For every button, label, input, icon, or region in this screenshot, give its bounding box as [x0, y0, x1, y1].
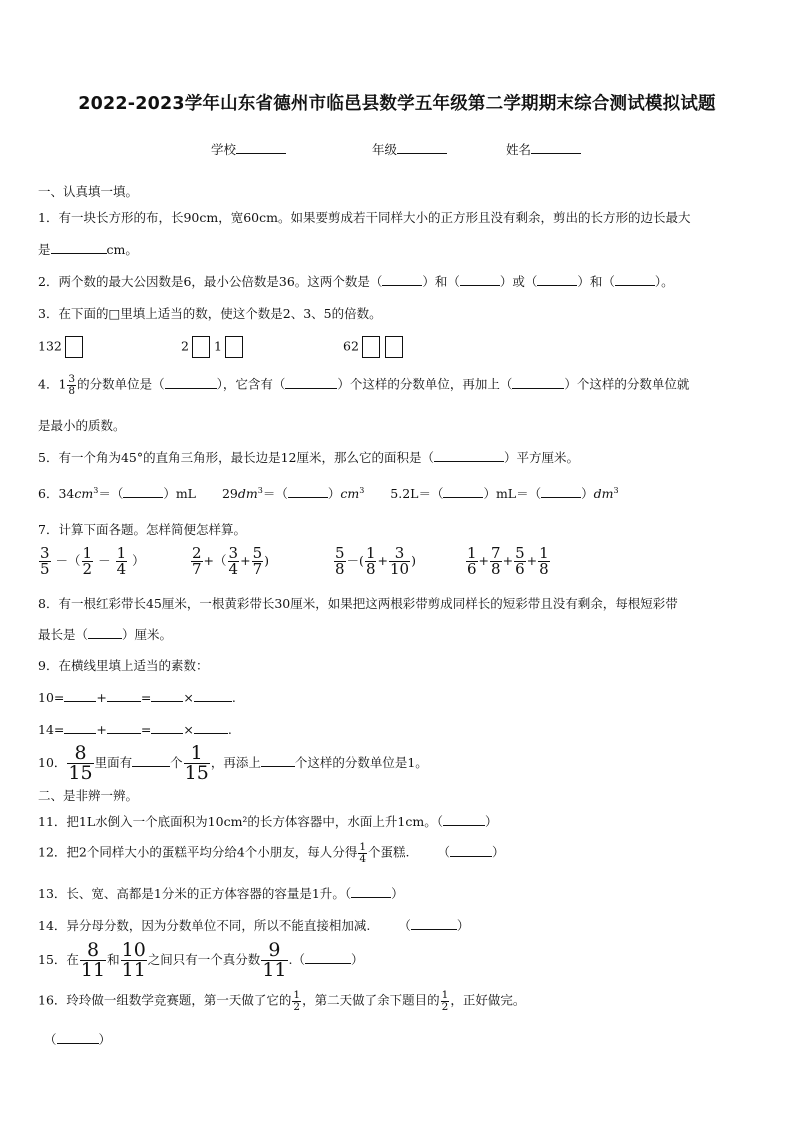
frac-num: 5: [252, 544, 263, 562]
q4-prefix: 4．1: [38, 376, 67, 392]
frac-den: 4: [228, 560, 239, 578]
q7-e2-op: +（: [203, 553, 227, 568]
q8-line1: 8．有一根红彩带长45厘米，一根黄彩带长30厘米，如果把这两根彩带剪成同样长的短彩带且没有剩余，每根短彩带: [38, 596, 678, 611]
q11-end: ）: [485, 814, 498, 829]
frac-den: 7: [192, 560, 202, 578]
q8-text-a: 最长是（: [38, 627, 89, 642]
q7-e2-end: ): [264, 553, 269, 568]
q1-line2: [38, 240, 138, 258]
q4-t1: 的分数单位是（: [77, 376, 165, 392]
frac-num: 9: [261, 941, 287, 961]
q3-text: 3．在下面的□里填上适当的数，使这个数是2、3、5的倍数。: [38, 306, 382, 321]
q6-sup-4: 3: [613, 485, 619, 495]
name-field: [506, 140, 581, 158]
q7-e4-op: +: [478, 553, 490, 568]
q12: [38, 842, 505, 864]
q7-e1-op: －（: [55, 553, 81, 568]
frac-den: 6: [467, 560, 477, 578]
q7-e4-frac-b: [490, 546, 502, 577]
frac-den: 11: [121, 959, 146, 981]
q4-blank-1[interactable]: [165, 375, 217, 389]
q6-close-2: ）: [581, 486, 594, 501]
q9-r1-blank-3[interactable]: [151, 688, 183, 702]
q2-text: 2．两个数的最大公因数是6，最小公倍数是36。这两个数是（: [38, 274, 383, 289]
q10-fraction-1: [67, 744, 93, 783]
q7-e3-op: －(: [346, 553, 364, 568]
q7-e3-frac-b: [365, 546, 377, 577]
frac-num: 1: [441, 989, 449, 1001]
q1-text-a: 是: [38, 242, 51, 257]
q6-blank-3[interactable]: [443, 484, 483, 498]
q2-sep-3: ）和（: [577, 274, 615, 289]
q2-sep-2: ）或（: [499, 274, 538, 289]
q3-item-2-b: 1: [213, 338, 222, 354]
q10-t3: ，再添上: [210, 755, 261, 770]
q9-dot: .: [231, 690, 236, 705]
q16-fraction-1: [292, 990, 301, 1012]
q9-eq-2: =: [140, 722, 152, 737]
q12-fraction: [358, 842, 367, 864]
q7-e4-frac-a: [466, 546, 478, 577]
q6-eq2: ＝（: [262, 486, 288, 501]
q6-close: ）: [327, 486, 341, 501]
q7-e4-op2: +: [502, 553, 514, 568]
q10-blank-1[interactable]: [132, 753, 170, 767]
q6-ml2: ）mL＝（: [483, 486, 542, 501]
q6-unit-dm: dm: [237, 486, 258, 501]
q10-fraction-2: [184, 744, 210, 783]
q14-blank[interactable]: [411, 916, 457, 930]
q7-text: 7．计算下面各题。怎样简便怎样算。: [38, 522, 246, 537]
q1-text-b: cm。: [106, 242, 138, 257]
q3-box-1[interactable]: [65, 336, 83, 358]
name-blank[interactable]: [531, 140, 581, 154]
q7-e1-frac-a: [39, 546, 51, 577]
q3-item-3: [343, 336, 403, 358]
q5-end: ）平方厘米。: [504, 450, 580, 465]
q10-t2: 个: [170, 755, 183, 770]
frac-num: 7: [491, 544, 501, 562]
q16-fraction-2: [441, 990, 450, 1012]
q6-eq1: ＝（: [98, 486, 124, 501]
q13-end: ）: [391, 886, 404, 901]
q15-t1: 和: [107, 952, 120, 967]
q15-blank[interactable]: [305, 950, 351, 964]
q3-item-2: [181, 336, 243, 358]
grade-blank[interactable]: [397, 140, 447, 154]
frac-den: 15: [184, 762, 209, 784]
frac-den: 2: [82, 560, 93, 578]
page-title: 2022-2023学年山东省德州市临邑县数学五年级第二学期期末综合测试模拟试题: [78, 94, 716, 114]
q9-times-2: ×: [183, 722, 194, 737]
q6-unit-dm-2: dm: [593, 486, 614, 501]
q11: [38, 812, 498, 830]
frac-num: 2: [192, 544, 202, 562]
q7-e2-frac-a: [191, 546, 203, 577]
frac-num: 8: [80, 941, 106, 961]
q9-plus-2: +: [96, 722, 107, 737]
q8-text-b: ）厘米。: [122, 627, 173, 642]
q2-blank-1[interactable]: [382, 272, 422, 286]
q3-box-4[interactable]: [362, 336, 380, 358]
q15-t3: .（: [288, 952, 305, 967]
frac-den: 2: [293, 1000, 301, 1013]
q7-e2-frac-b: [228, 546, 240, 577]
frac-num: 5: [335, 544, 345, 562]
frac-num: 1: [116, 544, 127, 562]
q15: [38, 941, 364, 980]
q4-blank-3[interactable]: [512, 375, 564, 389]
q2: [38, 272, 674, 290]
grade-field: [372, 140, 447, 158]
q9-row-2: [38, 720, 232, 737]
q4-frac-den: 8: [68, 384, 76, 397]
frac-den: 11: [80, 959, 106, 981]
q13-blank[interactable]: [351, 884, 391, 898]
q12-t2: 个蛋糕.: [368, 844, 410, 860]
q9-r2-blank-2[interactable]: [107, 720, 141, 734]
q9-dot-2: .: [227, 722, 232, 737]
q11-blank[interactable]: [443, 812, 485, 826]
q7-e1-frac-c: [116, 546, 128, 577]
frac-den: 8: [365, 560, 376, 578]
q9-plus: +: [96, 690, 107, 705]
q3-item-1: [38, 336, 83, 358]
q12-end: ）: [492, 844, 505, 860]
q4-t4: ）个这样的分数单位就: [564, 376, 690, 392]
q2-blank-4[interactable]: [615, 272, 655, 286]
frac-den: 5: [40, 560, 50, 578]
q14-open: （: [398, 918, 411, 933]
q6-unit-cm-2: cm: [340, 486, 360, 501]
frac-num: 1: [359, 841, 367, 853]
q9-text: 9．在横线里填上适当的素数：: [38, 658, 209, 673]
frac-num: 3: [389, 546, 410, 562]
q7-e4-frac-d: [538, 546, 550, 577]
q1-line1: 1．有一块长方形的布，长90cm，宽60cm。如果要剪成若干同样大小的正方形且没有剩余，剪出的长方形的边长最大: [38, 210, 691, 225]
q4-t2: ），它含有（: [216, 376, 286, 392]
q10-blank-2[interactable]: [261, 753, 295, 767]
q6-ml: ）mL: [163, 486, 196, 501]
q6-p3: 5.2L＝（: [390, 486, 444, 501]
section-2-heading: 二、是非辨一辨。: [38, 788, 139, 803]
q15-fraction-2: [121, 941, 147, 980]
q6: [38, 484, 619, 502]
q2-sep-1: ）和（: [422, 274, 460, 289]
q6-sup-3: 3: [359, 485, 365, 495]
q3-item-1-number: 132: [38, 338, 62, 354]
q14: [38, 916, 469, 934]
q9-r1-blank-1[interactable]: [64, 688, 96, 702]
frac-num: 3: [40, 544, 50, 562]
school-label: 学校: [211, 142, 237, 157]
q16-blank[interactable]: [57, 1030, 99, 1044]
q13: [38, 884, 404, 902]
q14-end: ）: [456, 918, 470, 933]
school-field: [211, 140, 286, 158]
q7-e3-frac-a: [334, 546, 346, 577]
q7-e1-end: ）: [132, 553, 145, 568]
section-1-heading: 一、认真填一填。: [38, 184, 139, 199]
q9-r2-blank-3[interactable]: [151, 720, 183, 734]
q3-item-3-number: 62: [343, 338, 359, 354]
frac-num: 5: [515, 544, 525, 562]
q16-end: ）: [98, 1032, 112, 1047]
q3-item-2-a: 2: [181, 338, 189, 354]
q9-r2-label: 14=: [38, 722, 65, 737]
q3-box-2[interactable]: [192, 336, 210, 358]
q6-blank-1[interactable]: [123, 484, 163, 498]
frac-num: 8: [67, 744, 93, 764]
q15-t2: 之间只有一个真分数: [147, 952, 261, 967]
frac-num: 1: [539, 544, 549, 562]
q6-unit-cm: cm: [74, 486, 94, 501]
q7-e3-frac-c: [389, 546, 410, 577]
q10-t4: 个这样的分数单位是1。: [294, 755, 428, 770]
q1-answer-blank[interactable]: [51, 240, 107, 254]
frac-den: 8: [539, 560, 549, 578]
frac-den: 7: [252, 560, 263, 578]
q12-blank[interactable]: [450, 843, 492, 857]
q7-expr-2: [190, 546, 269, 577]
q7-expr-1: [38, 546, 145, 577]
frac-den: 2: [441, 1000, 449, 1013]
frac-num: 1: [184, 744, 210, 764]
q7-e1-op2: －: [98, 553, 111, 568]
q11-text: 11．把1L水倒入一个底面积为10cm²的长方体容器中，水面上升1cm。（: [38, 814, 443, 829]
q7-e3-op2: +: [377, 553, 388, 568]
q9-r1-label: 10=: [38, 690, 65, 705]
q2-end: ）。: [654, 274, 674, 289]
q10: [38, 744, 428, 783]
q4-blank-2[interactable]: [285, 375, 337, 389]
q4-fraction: [67, 374, 76, 396]
frac-num: 10: [121, 939, 146, 961]
q9-r1-blank-2[interactable]: [107, 688, 141, 702]
q6-blank-4[interactable]: [541, 484, 581, 498]
frac-num: 1: [467, 544, 477, 562]
frac-num: 1: [82, 544, 93, 562]
q16: [38, 990, 525, 1012]
frac-num: 1: [365, 544, 376, 562]
q15-fraction-3: [261, 941, 287, 980]
grade-label: 年级: [372, 142, 398, 157]
q9-r1-blank-4[interactable]: [194, 688, 232, 702]
q16-t2: ，第二天做了余下题目的: [302, 992, 440, 1008]
q7-e4-op3: +: [526, 553, 538, 568]
q9-row-1: [38, 688, 236, 705]
q16-answer: [44, 1030, 111, 1048]
q4-t3: ）个这样的分数单位，再加上（: [337, 376, 513, 392]
q8-line2: [38, 625, 172, 643]
q4-frac-num: 3: [68, 373, 76, 385]
frac-den: 8: [335, 560, 345, 578]
q15-end: ）: [350, 952, 364, 967]
q14-text: 14．异分母分数，因为分数单位不同，所以不能直接相加减.: [38, 918, 371, 933]
frac-den: 15: [68, 762, 93, 784]
frac-den: 8: [491, 560, 501, 578]
q13-text: 13．长、宽、高都是1分米的正方体容器的容量是1升。（: [38, 886, 352, 901]
q16-text: 16．玲玲做一组数学竞赛题，第一天做了它的: [38, 992, 292, 1008]
q15-prefix: 15．在: [38, 952, 79, 967]
q12-text: 12．把2个同样大小的蛋糕平均分给4个小朋友，每人分得: [38, 844, 358, 860]
q4-line1: [38, 374, 689, 396]
q10-t1: 里面有: [94, 755, 133, 770]
name-label: 姓名: [506, 142, 532, 157]
frac-den: 4: [116, 560, 127, 578]
frac-den: 6: [515, 560, 525, 578]
q6-p1: 6．34: [38, 486, 75, 501]
q7-e3-end: ): [411, 553, 416, 568]
q7-expr-4: [465, 546, 551, 577]
q10-prefix: 10．: [38, 755, 67, 770]
q15-fraction-1: [80, 941, 106, 980]
q8-blank[interactable]: [88, 625, 122, 639]
q9-times: ×: [183, 690, 194, 705]
q9-r2-blank-1[interactable]: [64, 720, 96, 734]
q16-t3: ，正好做完。: [450, 992, 526, 1008]
frac-den: 10: [389, 560, 410, 578]
q6-sup-1: 3: [93, 485, 99, 495]
q3-box-3[interactable]: [225, 336, 243, 358]
q3-box-5[interactable]: [385, 336, 403, 358]
q7-e4-frac-c: [514, 546, 526, 577]
q6-p2: 29: [221, 486, 238, 501]
q9-eq: =: [140, 690, 152, 705]
q5-blank[interactable]: [434, 448, 504, 462]
frac-den: 11: [262, 959, 287, 981]
q5: [38, 448, 579, 466]
q7-e2-frac-c: [252, 546, 264, 577]
q9-r2-blank-4[interactable]: [194, 720, 228, 734]
q12-open: （: [437, 844, 451, 860]
q7-e2-op2: +: [240, 553, 251, 568]
q7-e1-frac-b: [82, 546, 94, 577]
q4-line2: 是最小的质数。: [38, 418, 126, 433]
q16-open: （: [44, 1032, 57, 1047]
frac-den: 4: [359, 852, 367, 865]
q2-blank-2[interactable]: [460, 272, 500, 286]
q6-sup-2: 3: [257, 485, 263, 495]
q5-text: 5．有一个角为45°的直角三角形，最长边是12厘米，那么它的面积是（: [38, 450, 435, 465]
frac-num: 3: [228, 544, 239, 562]
q2-blank-3[interactable]: [537, 272, 577, 286]
frac-num: 1: [293, 989, 301, 1001]
q6-blank-2[interactable]: [288, 484, 328, 498]
q7-expr-3: [333, 546, 416, 577]
school-blank[interactable]: [236, 140, 286, 154]
